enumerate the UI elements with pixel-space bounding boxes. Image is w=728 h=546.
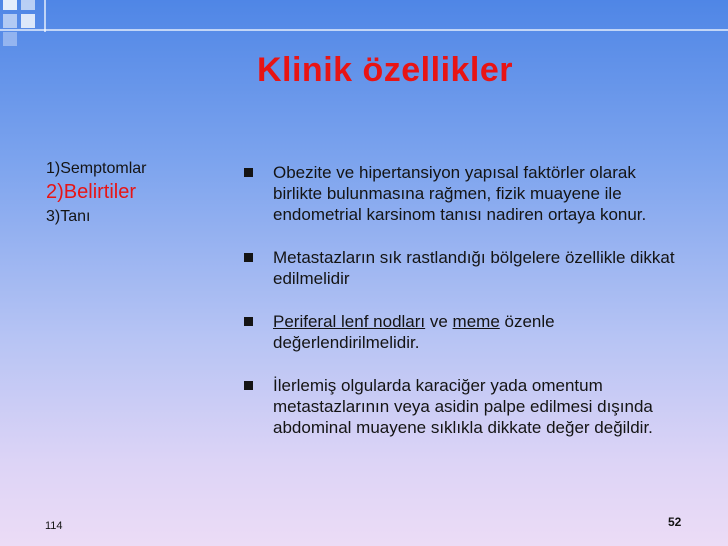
bullet-item [240, 247, 680, 289]
bullet-text: Obezite ve hipertansiyon yapısal faktörler olarak birlikte bulunmasına rağmen, fizik muayene ile endometrial karsinom tanısı nadiren ortaya konur. [273, 163, 647, 224]
lymph-nodes-link[interactable]: Periferal lenf nodları [273, 312, 426, 331]
nav-item-tani[interactable]: 3)Tanı [46, 208, 91, 225]
bullet-item [240, 162, 680, 225]
footer-code: 114 [45, 520, 63, 532]
bullet-joiner-text: ve [425, 312, 453, 331]
breast-link[interactable]: meme [452, 312, 500, 331]
page-number: 52 [668, 515, 682, 529]
square-bullet-icon [244, 381, 253, 390]
section-nav [46, 158, 146, 227]
bullet-text: İlerlemiş olgularda karaciğer yada omentum metastazlarının veya asidin palpe edilmesi dışında abdominal muayene sıklıkla dikkate değer değildir. [273, 376, 653, 437]
bullet-list [240, 162, 680, 438]
square-bullet-icon [244, 317, 253, 326]
bullet-text: özenle değerlendirilmelidir. [273, 312, 555, 352]
bullet-item [240, 375, 680, 438]
square-bullet-icon [244, 168, 253, 177]
nav-item-semptomlar[interactable]: 1)Semptomlar [46, 160, 147, 177]
bullet-item [240, 311, 680, 353]
slide-title: Klinik özellikler [256, 51, 514, 89]
bullet-text: Metastazların sık rastlandığı bölgelere özellikle dikkat edilmelidir [273, 248, 675, 288]
square-bullet-icon [244, 253, 253, 262]
nav-item-belirtiler[interactable]: 2)Belirtiler [46, 181, 137, 203]
